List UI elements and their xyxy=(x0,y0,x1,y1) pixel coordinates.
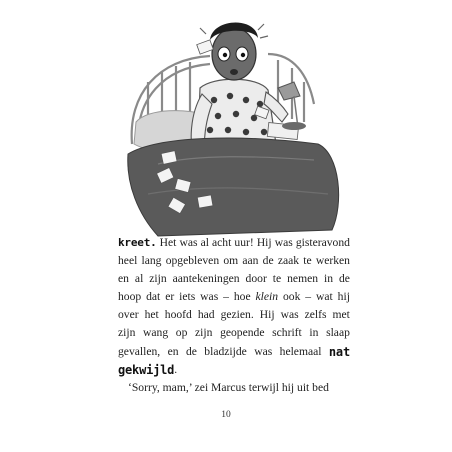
boy-in-bed-illustration xyxy=(118,4,346,240)
word: geopende xyxy=(220,326,265,340)
word: lang xyxy=(141,254,162,268)
word: door xyxy=(245,272,267,286)
word: zelfs xyxy=(304,308,327,322)
word: – xyxy=(305,290,312,304)
word: werken xyxy=(315,254,350,268)
text-line-2 xyxy=(118,252,350,270)
word: Hij xyxy=(256,236,272,249)
word: te xyxy=(272,272,282,286)
word: bladzijde xyxy=(204,344,247,358)
handwritten-word: kreet. xyxy=(118,236,157,249)
word: de xyxy=(339,272,350,286)
word: ook xyxy=(282,290,301,304)
word: iets xyxy=(179,290,196,304)
word: acht xyxy=(212,236,232,249)
word: uur! xyxy=(234,236,254,249)
word: helemaal xyxy=(279,344,322,358)
text-line-7 xyxy=(118,343,350,361)
text-line-6 xyxy=(118,324,350,342)
word: de xyxy=(262,254,274,268)
word: aan xyxy=(242,254,259,268)
word: aantekeningen xyxy=(172,272,240,286)
text-line-4 xyxy=(118,288,350,306)
text-line-8 xyxy=(118,361,350,379)
word: zijn xyxy=(149,272,167,286)
period: . xyxy=(174,362,178,376)
word: zijn xyxy=(118,326,136,340)
word: nemen xyxy=(287,272,319,286)
word: hoe xyxy=(233,290,251,304)
text-line-5 xyxy=(118,306,350,324)
word: heel xyxy=(118,254,138,268)
word: en xyxy=(118,272,129,286)
notebooks xyxy=(267,122,306,140)
word: in xyxy=(324,272,334,286)
emphasized-word: klein xyxy=(255,290,279,304)
word: opgebleven xyxy=(165,254,220,268)
duvet xyxy=(128,138,339,236)
word: het xyxy=(144,308,159,322)
word: er xyxy=(165,290,175,304)
word: was xyxy=(274,236,293,249)
word: schrift xyxy=(272,326,302,340)
word: hoop xyxy=(118,290,142,304)
word: zijn xyxy=(195,326,213,340)
sticky-note-forehead xyxy=(197,40,214,54)
text-line-1 xyxy=(118,234,350,252)
word: was xyxy=(254,344,273,358)
word: al xyxy=(134,272,144,286)
word: om xyxy=(223,254,239,268)
page-number: 10 xyxy=(221,410,231,420)
handwritten-word: gekwijld xyxy=(118,362,175,377)
word: gezien. xyxy=(220,308,254,322)
text-line-9 xyxy=(118,379,350,397)
word: dat xyxy=(146,290,161,304)
word: was xyxy=(179,236,198,249)
word: de xyxy=(185,344,197,358)
word: in xyxy=(309,326,319,340)
word: was xyxy=(280,308,299,322)
dialogue-line: ‘Sorry, mam,’ zei Marcus terwijl hij uit bed xyxy=(128,380,329,394)
word: wat xyxy=(316,290,333,304)
word: was xyxy=(200,290,219,304)
word: gisteravond xyxy=(295,236,350,249)
word: op xyxy=(175,326,188,340)
word: gevallen, xyxy=(118,344,161,358)
word: Hij xyxy=(259,308,275,322)
story-text xyxy=(118,234,350,397)
word: te xyxy=(303,254,312,268)
word: hij xyxy=(337,290,350,304)
word: wang xyxy=(143,326,169,340)
handwritten-word: nat xyxy=(328,344,350,359)
word: – xyxy=(223,290,229,304)
word: al xyxy=(200,236,209,249)
boy-head xyxy=(200,22,268,80)
word: slaap xyxy=(326,326,350,340)
text-line-3 xyxy=(118,270,350,288)
word: over xyxy=(118,308,139,322)
word: had xyxy=(197,308,215,322)
word: en xyxy=(167,344,179,358)
word: Het xyxy=(159,236,177,249)
word: zaak xyxy=(277,254,300,268)
word: hoofd xyxy=(164,308,192,322)
word: met xyxy=(332,308,350,322)
